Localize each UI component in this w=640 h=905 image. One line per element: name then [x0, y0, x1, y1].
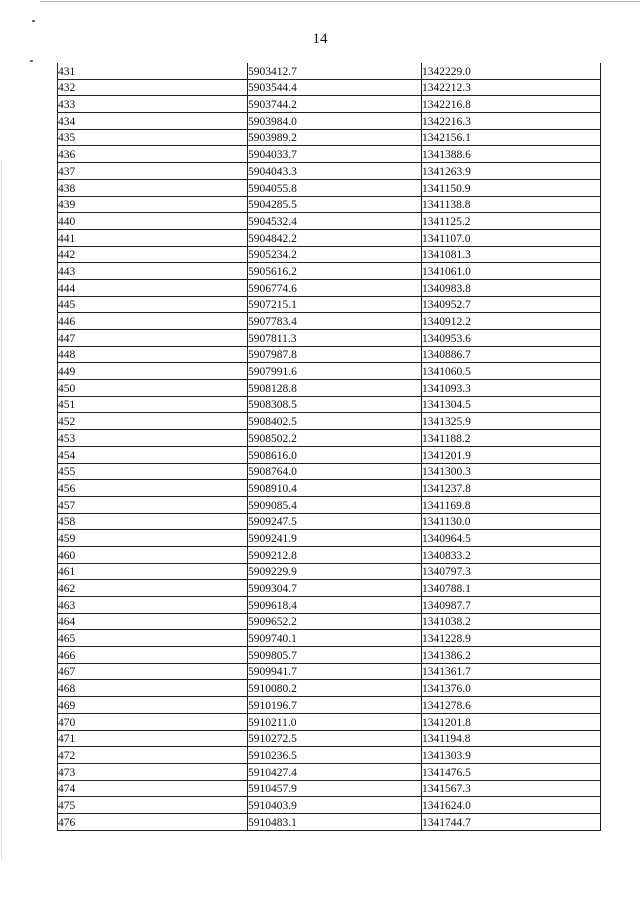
y-coordinate-cell: 1341107.0: [422, 229, 601, 246]
table-row: [58, 797, 601, 814]
point-number-cell: 442: [58, 246, 248, 263]
y-coordinate-cell: 1340953.6: [422, 330, 601, 347]
y-coordinate-cell: 1340964.5: [422, 530, 601, 547]
table-row: [58, 546, 601, 563]
point-number-cell: 440: [58, 213, 248, 230]
table-row: [58, 313, 601, 330]
table-row: [58, 63, 601, 79]
y-coordinate-cell: 1341138.8: [422, 196, 601, 213]
x-coordinate-cell: 5909618.4: [248, 597, 422, 614]
table-row: [58, 580, 601, 597]
x-coordinate-cell: 5903412.7: [248, 63, 422, 79]
x-coordinate-cell: 5904033.7: [248, 146, 422, 163]
point-number-cell: 451: [58, 396, 248, 413]
x-coordinate-cell: 5906774.6: [248, 279, 422, 296]
table-row: [58, 246, 601, 263]
x-coordinate-cell: 5908764.0: [248, 463, 422, 480]
point-number-cell: 443: [58, 263, 248, 280]
x-coordinate-cell: 5904055.8: [248, 179, 422, 196]
x-coordinate-cell: 5910403.9: [248, 797, 422, 814]
table-row: [58, 430, 601, 447]
table-row: [58, 680, 601, 697]
y-coordinate-cell: 1341201.8: [422, 713, 601, 730]
x-coordinate-cell: 5905234.2: [248, 246, 422, 263]
y-coordinate-cell: 1341169.8: [422, 496, 601, 513]
point-number-cell: 438: [58, 179, 248, 196]
x-coordinate-cell: 5909241.9: [248, 530, 422, 547]
point-number-cell: 468: [58, 680, 248, 697]
y-coordinate-cell: 1341300.3: [422, 463, 601, 480]
table-row: [58, 413, 601, 430]
point-number-cell: 433: [58, 96, 248, 113]
table-row: [58, 163, 601, 180]
point-number-cell: 475: [58, 797, 248, 814]
point-number-cell: 474: [58, 780, 248, 797]
x-coordinate-cell: 5908308.5: [248, 396, 422, 413]
point-number-cell: 459: [58, 530, 248, 547]
table-row: [58, 813, 601, 830]
top-edge-rule: [40, 1, 640, 2]
table-row: [58, 663, 601, 680]
point-number-cell: 449: [58, 363, 248, 380]
table-row: [58, 263, 601, 280]
x-coordinate-cell: 5907991.6: [248, 363, 422, 380]
table-row: [58, 480, 601, 497]
y-coordinate-cell: 1341061.0: [422, 263, 601, 280]
y-coordinate-cell: 1341228.9: [422, 630, 601, 647]
point-number-cell: 446: [58, 313, 248, 330]
point-number-cell: 461: [58, 563, 248, 580]
table-row: [58, 113, 601, 130]
x-coordinate-cell: 5910272.5: [248, 730, 422, 747]
x-coordinate-cell: 5904842.2: [248, 229, 422, 246]
point-number-cell: 431: [58, 63, 248, 79]
y-coordinate-cell: 1341624.0: [422, 797, 601, 814]
y-coordinate-cell: 1341081.3: [422, 246, 601, 263]
y-coordinate-cell: 1341386.2: [422, 647, 601, 664]
table-row: [58, 747, 601, 764]
point-number-cell: 441: [58, 229, 248, 246]
scan-speck: [32, 20, 35, 22]
table-row: [58, 330, 601, 347]
y-coordinate-cell: 1341201.9: [422, 446, 601, 463]
table-row: [58, 630, 601, 647]
point-number-cell: 471: [58, 730, 248, 747]
x-coordinate-cell: 5909304.7: [248, 580, 422, 597]
y-coordinate-cell: 1340983.8: [422, 279, 601, 296]
point-number-cell: 436: [58, 146, 248, 163]
y-coordinate-cell: 1342216.3: [422, 113, 601, 130]
table-row: [58, 129, 601, 146]
y-coordinate-cell: 1341361.7: [422, 663, 601, 680]
y-coordinate-cell: 1341476.5: [422, 763, 601, 780]
x-coordinate-cell: 5910427.4: [248, 763, 422, 780]
point-number-cell: 466: [58, 647, 248, 664]
x-coordinate-cell: 5903544.4: [248, 79, 422, 96]
point-number-cell: 454: [58, 446, 248, 463]
table-row: [58, 229, 601, 246]
table-row: [58, 279, 601, 296]
x-coordinate-cell: 5904532.4: [248, 213, 422, 230]
table-row: [58, 463, 601, 480]
point-number-cell: 464: [58, 613, 248, 630]
y-coordinate-cell: 1341188.2: [422, 430, 601, 447]
table-row: [58, 647, 601, 664]
y-coordinate-cell: 1341278.6: [422, 697, 601, 714]
x-coordinate-cell: 5903989.2: [248, 129, 422, 146]
point-number-cell: 467: [58, 663, 248, 680]
table-row: [58, 713, 601, 730]
x-coordinate-cell: 5904043.3: [248, 163, 422, 180]
y-coordinate-cell: 1341093.3: [422, 380, 601, 397]
x-coordinate-cell: 5909229.9: [248, 563, 422, 580]
x-coordinate-cell: 5904285.5: [248, 196, 422, 213]
x-coordinate-cell: 5910457.9: [248, 780, 422, 797]
point-number-cell: 470: [58, 713, 248, 730]
y-coordinate-cell: 1341303.9: [422, 747, 601, 764]
x-coordinate-cell: 5907811.3: [248, 330, 422, 347]
y-coordinate-cell: 1340797.3: [422, 563, 601, 580]
y-coordinate-cell: 1341130.0: [422, 513, 601, 530]
table-row: [58, 196, 601, 213]
table-row: [58, 396, 601, 413]
point-number-cell: 447: [58, 330, 248, 347]
point-number-cell: 469: [58, 697, 248, 714]
y-coordinate-cell: 1340987.7: [422, 597, 601, 614]
table-row: [58, 363, 601, 380]
table-row: [58, 179, 601, 196]
y-coordinate-cell: 1340788.1: [422, 580, 601, 597]
y-coordinate-cell: 1341125.2: [422, 213, 601, 230]
left-scan-edge: [1, 160, 2, 860]
x-coordinate-cell: 5903744.2: [248, 96, 422, 113]
table-row: [58, 213, 601, 230]
x-coordinate-cell: 5909247.5: [248, 513, 422, 530]
x-coordinate-cell: 5910236.5: [248, 747, 422, 764]
table-row: [58, 563, 601, 580]
table-row: [58, 296, 601, 313]
scan-speck: [30, 60, 33, 62]
x-coordinate-cell: 5908128.8: [248, 380, 422, 397]
x-coordinate-cell: 5907987.8: [248, 346, 422, 363]
y-coordinate-cell: 1341567.3: [422, 780, 601, 797]
table-row: [58, 597, 601, 614]
x-coordinate-cell: 5907215.1: [248, 296, 422, 313]
x-coordinate-cell: 5909212.8: [248, 546, 422, 563]
y-coordinate-cell: 1341150.9: [422, 179, 601, 196]
point-number-cell: 452: [58, 413, 248, 430]
point-number-cell: 432: [58, 79, 248, 96]
y-coordinate-cell: 1340952.7: [422, 296, 601, 313]
y-coordinate-cell: 1341060.5: [422, 363, 601, 380]
point-number-cell: 460: [58, 546, 248, 563]
y-coordinate-cell: 1341194.8: [422, 730, 601, 747]
x-coordinate-cell: 5909652.2: [248, 613, 422, 630]
point-number-cell: 439: [58, 196, 248, 213]
table-row: [58, 697, 601, 714]
y-coordinate-cell: 1341376.0: [422, 680, 601, 697]
table-row: [58, 530, 601, 547]
x-coordinate-cell: 5910483.1: [248, 813, 422, 830]
x-coordinate-cell: 5909085.4: [248, 496, 422, 513]
table-row: [58, 380, 601, 397]
y-coordinate-cell: 1341325.9: [422, 413, 601, 430]
table-row: [58, 496, 601, 513]
table-row: [58, 346, 601, 363]
y-coordinate-cell: 1341263.9: [422, 163, 601, 180]
point-number-cell: 476: [58, 813, 248, 830]
y-coordinate-cell: 1340886.7: [422, 346, 601, 363]
point-number-cell: 473: [58, 763, 248, 780]
table-row: [58, 446, 601, 463]
table-row: [58, 613, 601, 630]
point-number-cell: 457: [58, 496, 248, 513]
y-coordinate-cell: 1342229.0: [422, 63, 601, 79]
point-number-cell: 444: [58, 279, 248, 296]
y-coordinate-cell: 1341304.5: [422, 396, 601, 413]
point-number-cell: 448: [58, 346, 248, 363]
table-row: [58, 96, 601, 113]
x-coordinate-cell: 5908910.4: [248, 480, 422, 497]
table-row: [58, 763, 601, 780]
table-row: [58, 146, 601, 163]
x-coordinate-cell: 5908402.5: [248, 413, 422, 430]
x-coordinate-cell: 5905616.2: [248, 263, 422, 280]
point-number-cell: 458: [58, 513, 248, 530]
point-number-cell: 462: [58, 580, 248, 597]
x-coordinate-cell: 5908502.2: [248, 430, 422, 447]
y-coordinate-cell: 1341237.8: [422, 480, 601, 497]
point-number-cell: 434: [58, 113, 248, 130]
y-coordinate-cell: 1341388.6: [422, 146, 601, 163]
y-coordinate-cell: 1341038.2: [422, 613, 601, 630]
point-number-cell: 435: [58, 129, 248, 146]
x-coordinate-cell: 5903984.0: [248, 113, 422, 130]
point-number-cell: 445: [58, 296, 248, 313]
coordinates-table-body: [58, 63, 601, 830]
point-number-cell: 450: [58, 380, 248, 397]
page-number: 14: [312, 31, 328, 47]
y-coordinate-cell: 1341744.7: [422, 813, 601, 830]
point-number-cell: 465: [58, 630, 248, 647]
x-coordinate-cell: 5910211.0: [248, 713, 422, 730]
x-coordinate-cell: 5909941.7: [248, 663, 422, 680]
y-coordinate-cell: 1340912.2: [422, 313, 601, 330]
point-number-cell: 472: [58, 747, 248, 764]
table-row: [58, 513, 601, 530]
x-coordinate-cell: 5909740.1: [248, 630, 422, 647]
table-row: [58, 79, 601, 96]
y-coordinate-cell: 1342156.1: [422, 129, 601, 146]
point-number-cell: 463: [58, 597, 248, 614]
point-number-cell: 455: [58, 463, 248, 480]
x-coordinate-cell: 5908616.0: [248, 446, 422, 463]
table-row: [58, 730, 601, 747]
point-number-cell: 437: [58, 163, 248, 180]
y-coordinate-cell: 1342216.8: [422, 96, 601, 113]
x-coordinate-cell: 5910080.2: [248, 680, 422, 697]
coordinates-table: [57, 63, 601, 831]
y-coordinate-cell: 1340833.2: [422, 546, 601, 563]
x-coordinate-cell: 5907783.4: [248, 313, 422, 330]
y-coordinate-cell: 1342212.3: [422, 79, 601, 96]
point-number-cell: 453: [58, 430, 248, 447]
x-coordinate-cell: 5910196.7: [248, 697, 422, 714]
x-coordinate-cell: 5909805.7: [248, 647, 422, 664]
point-number-cell: 456: [58, 480, 248, 497]
table-row: [58, 780, 601, 797]
